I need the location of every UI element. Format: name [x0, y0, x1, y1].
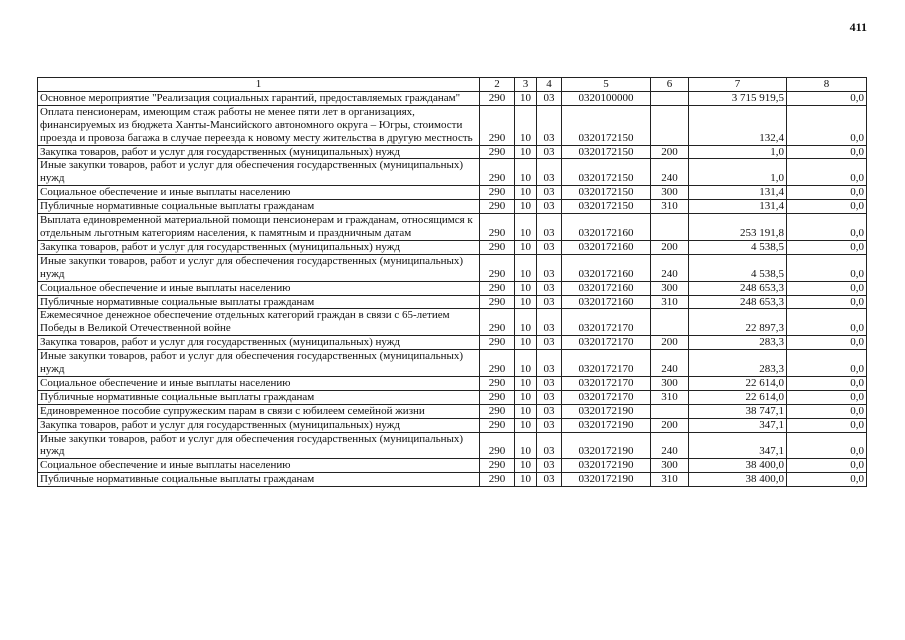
item-name-cell: Закупка товаров, работ и услуг для государственных (муниципальных) нужд	[38, 145, 480, 159]
expense-type-code-cell: 310	[651, 200, 689, 214]
header-col-7: 7	[689, 78, 787, 92]
item-name-cell: Публичные нормативные социальные выплаты гражданам	[38, 473, 480, 487]
admin-code-cell: 290	[480, 336, 515, 350]
header-col-2: 2	[480, 78, 515, 92]
section-code-cell: 10	[515, 281, 537, 295]
amount-extra-cell: 0,0	[787, 432, 867, 459]
section-code-cell: 10	[515, 376, 537, 390]
subsection-code-cell: 03	[537, 200, 562, 214]
header-col-1: 1	[38, 78, 480, 92]
expense-type-code-cell: 240	[651, 159, 689, 186]
admin-code-cell: 290	[480, 145, 515, 159]
target-article-code-cell: 0320172190	[562, 432, 651, 459]
item-name-cell: Выплата единовременной материальной помощи пенсионерам и гражданам, относящимся к отдельным льготным категориям населения, к памятным и праздничным датам	[38, 214, 480, 241]
target-article-code-cell: 0320172190	[562, 459, 651, 473]
amount-extra-cell: 0,0	[787, 390, 867, 404]
target-article-code-cell: 0320172160	[562, 240, 651, 254]
amount-extra-cell: 0,0	[787, 159, 867, 186]
target-article-code-cell: 0320172160	[562, 281, 651, 295]
table-row	[38, 390, 867, 404]
amount-cell: 22 897,3	[689, 309, 787, 336]
section-code-cell: 10	[515, 309, 537, 336]
table-row	[38, 105, 867, 145]
section-code-cell: 10	[515, 459, 537, 473]
table-row	[38, 214, 867, 241]
expense-type-code-cell	[651, 214, 689, 241]
expense-type-code-cell	[651, 105, 689, 145]
target-article-code-cell: 0320172150	[562, 105, 651, 145]
amount-extra-cell: 0,0	[787, 295, 867, 309]
header-col-8: 8	[787, 78, 867, 92]
section-code-cell: 10	[515, 145, 537, 159]
item-name-cell: Социальное обеспечение и иные выплаты населению	[38, 459, 480, 473]
table-row	[38, 376, 867, 390]
amount-extra-cell: 0,0	[787, 473, 867, 487]
amount-cell: 283,3	[689, 350, 787, 377]
expense-type-code-cell: 300	[651, 376, 689, 390]
subsection-code-cell: 03	[537, 390, 562, 404]
target-article-code-cell: 0320172190	[562, 404, 651, 418]
section-code-cell: 10	[515, 159, 537, 186]
section-code-cell: 10	[515, 254, 537, 281]
amount-cell: 248 653,3	[689, 281, 787, 295]
table-body	[38, 91, 867, 486]
amount-cell: 1,0	[689, 145, 787, 159]
section-code-cell: 10	[515, 295, 537, 309]
amount-extra-cell: 0,0	[787, 254, 867, 281]
target-article-code-cell: 0320172150	[562, 145, 651, 159]
section-code-cell: 10	[515, 404, 537, 418]
item-name-cell: Закупка товаров, работ и услуг для государственных (муниципальных) нужд	[38, 240, 480, 254]
amount-extra-cell: 0,0	[787, 240, 867, 254]
table-row	[38, 240, 867, 254]
item-name-cell: Оплата пенсионерам, имеющим стаж работы не менее пяти лет в организациях, финансируемых из бюджета Ханты-Мансийского автономного округа – Югры, стоимости проезда и провоза багажа в случае переезда к новому месту жительства в другую местность	[38, 105, 480, 145]
amount-cell: 283,3	[689, 336, 787, 350]
item-name-cell: Публичные нормативные социальные выплаты гражданам	[38, 390, 480, 404]
subsection-code-cell: 03	[537, 350, 562, 377]
amount-extra-cell: 0,0	[787, 214, 867, 241]
item-name-cell: Социальное обеспечение и иные выплаты населению	[38, 376, 480, 390]
amount-cell: 253 191,8	[689, 214, 787, 241]
table-row	[38, 145, 867, 159]
amount-cell: 38 747,1	[689, 404, 787, 418]
subsection-code-cell: 03	[537, 214, 562, 241]
section-code-cell: 10	[515, 432, 537, 459]
amount-extra-cell: 0,0	[787, 281, 867, 295]
subsection-code-cell: 03	[537, 105, 562, 145]
amount-extra-cell: 0,0	[787, 200, 867, 214]
amount-extra-cell: 0,0	[787, 105, 867, 145]
item-name-cell: Публичные нормативные социальные выплаты гражданам	[38, 295, 480, 309]
section-code-cell: 10	[515, 91, 537, 105]
admin-code-cell: 290	[480, 295, 515, 309]
table-row	[38, 418, 867, 432]
header-col-3: 3	[515, 78, 537, 92]
target-article-code-cell: 0320172150	[562, 186, 651, 200]
expense-type-code-cell	[651, 309, 689, 336]
amount-extra-cell: 0,0	[787, 145, 867, 159]
amount-extra-cell: 0,0	[787, 336, 867, 350]
subsection-code-cell: 03	[537, 309, 562, 336]
table-row	[38, 336, 867, 350]
table-row	[38, 473, 867, 487]
amount-cell: 347,1	[689, 418, 787, 432]
admin-code-cell: 290	[480, 376, 515, 390]
header-col-6: 6	[651, 78, 689, 92]
admin-code-cell: 290	[480, 186, 515, 200]
admin-code-cell: 290	[480, 459, 515, 473]
admin-code-cell: 290	[480, 200, 515, 214]
item-name-cell: Ежемесячное денежное обеспечение отдельных категорий граждан в связи с 65-летием Победы в Великой Отечественной войне	[38, 309, 480, 336]
table-header-row	[38, 78, 867, 92]
amount-extra-cell: 0,0	[787, 459, 867, 473]
subsection-code-cell: 03	[537, 281, 562, 295]
table-row	[38, 350, 867, 377]
table-row	[38, 281, 867, 295]
admin-code-cell: 290	[480, 309, 515, 336]
item-name-cell: Основное мероприятие "Реализация социальных гарантий, предоставляемых гражданам"	[38, 91, 480, 105]
target-article-code-cell: 0320172170	[562, 309, 651, 336]
item-name-cell: Иные закупки товаров, работ и услуг для обеспечения государственных (муниципальных) нужд	[38, 159, 480, 186]
target-article-code-cell: 0320172170	[562, 350, 651, 377]
subsection-code-cell: 03	[537, 240, 562, 254]
amount-cell: 22 614,0	[689, 376, 787, 390]
amount-cell: 4 538,5	[689, 254, 787, 281]
amount-cell: 248 653,3	[689, 295, 787, 309]
expense-type-code-cell: 240	[651, 432, 689, 459]
target-article-code-cell: 0320172190	[562, 473, 651, 487]
admin-code-cell: 290	[480, 91, 515, 105]
item-name-cell: Иные закупки товаров, работ и услуг для обеспечения государственных (муниципальных) нужд	[38, 432, 480, 459]
expense-type-code-cell	[651, 404, 689, 418]
section-code-cell: 10	[515, 473, 537, 487]
expense-type-code-cell: 310	[651, 295, 689, 309]
expense-type-code-cell: 200	[651, 145, 689, 159]
admin-code-cell: 290	[480, 473, 515, 487]
amount-extra-cell: 0,0	[787, 376, 867, 390]
subsection-code-cell: 03	[537, 295, 562, 309]
subsection-code-cell: 03	[537, 418, 562, 432]
item-name-cell: Социальное обеспечение и иные выплаты населению	[38, 186, 480, 200]
amount-cell: 131,4	[689, 186, 787, 200]
subsection-code-cell: 03	[537, 145, 562, 159]
expense-type-code-cell: 300	[651, 186, 689, 200]
target-article-code-cell: 0320172170	[562, 336, 651, 350]
target-article-code-cell: 0320172150	[562, 159, 651, 186]
table-row	[38, 91, 867, 105]
admin-code-cell: 290	[480, 240, 515, 254]
admin-code-cell: 290	[480, 432, 515, 459]
table-row	[38, 200, 867, 214]
page-number: 411	[849, 20, 867, 34]
admin-code-cell: 290	[480, 105, 515, 145]
amount-extra-cell: 0,0	[787, 404, 867, 418]
subsection-code-cell: 03	[537, 404, 562, 418]
section-code-cell: 10	[515, 350, 537, 377]
subsection-code-cell: 03	[537, 459, 562, 473]
budget-table	[37, 77, 867, 487]
amount-cell: 3 715 919,5	[689, 91, 787, 105]
expense-type-code-cell	[651, 91, 689, 105]
table-row	[38, 254, 867, 281]
amount-cell: 347,1	[689, 432, 787, 459]
section-code-cell: 10	[515, 418, 537, 432]
subsection-code-cell: 03	[537, 186, 562, 200]
target-article-code-cell: 0320172150	[562, 200, 651, 214]
section-code-cell: 10	[515, 336, 537, 350]
header-col-5: 5	[562, 78, 651, 92]
section-code-cell: 10	[515, 105, 537, 145]
target-article-code-cell: 0320172170	[562, 376, 651, 390]
item-name-cell: Иные закупки товаров, работ и услуг для обеспечения государственных (муниципальных) нужд	[38, 254, 480, 281]
amount-cell: 38 400,0	[689, 459, 787, 473]
amount-extra-cell: 0,0	[787, 418, 867, 432]
section-code-cell: 10	[515, 186, 537, 200]
target-article-code-cell: 0320172170	[562, 390, 651, 404]
table-row	[38, 404, 867, 418]
expense-type-code-cell: 240	[651, 350, 689, 377]
expense-type-code-cell: 200	[651, 240, 689, 254]
expense-type-code-cell: 310	[651, 473, 689, 487]
admin-code-cell: 290	[480, 390, 515, 404]
amount-cell: 22 614,0	[689, 390, 787, 404]
admin-code-cell: 290	[480, 254, 515, 281]
target-article-code-cell: 0320172160	[562, 254, 651, 281]
amount-extra-cell: 0,0	[787, 186, 867, 200]
item-name-cell: Иные закупки товаров, работ и услуг для обеспечения государственных (муниципальных) нужд	[38, 350, 480, 377]
expense-type-code-cell: 240	[651, 254, 689, 281]
amount-extra-cell: 0,0	[787, 350, 867, 377]
item-name-cell: Публичные нормативные социальные выплаты гражданам	[38, 200, 480, 214]
item-name-cell: Социальное обеспечение и иные выплаты населению	[38, 281, 480, 295]
section-code-cell: 10	[515, 200, 537, 214]
table-row	[38, 159, 867, 186]
admin-code-cell: 290	[480, 418, 515, 432]
amount-cell: 38 400,0	[689, 473, 787, 487]
amount-cell: 1,0	[689, 159, 787, 186]
admin-code-cell: 290	[480, 214, 515, 241]
subsection-code-cell: 03	[537, 432, 562, 459]
header-col-4: 4	[537, 78, 562, 92]
admin-code-cell: 290	[480, 350, 515, 377]
section-code-cell: 10	[515, 390, 537, 404]
table-row	[38, 186, 867, 200]
amount-cell: 4 538,5	[689, 240, 787, 254]
expense-type-code-cell: 200	[651, 336, 689, 350]
table-row	[38, 309, 867, 336]
subsection-code-cell: 03	[537, 473, 562, 487]
section-code-cell: 10	[515, 240, 537, 254]
amount-extra-cell: 0,0	[787, 91, 867, 105]
subsection-code-cell: 03	[537, 159, 562, 186]
table-row	[38, 295, 867, 309]
target-article-code-cell: 0320172160	[562, 295, 651, 309]
table-row	[38, 432, 867, 459]
subsection-code-cell: 03	[537, 376, 562, 390]
expense-type-code-cell: 300	[651, 281, 689, 295]
item-name-cell: Закупка товаров, работ и услуг для государственных (муниципальных) нужд	[38, 336, 480, 350]
admin-code-cell: 290	[480, 404, 515, 418]
subsection-code-cell: 03	[537, 91, 562, 105]
expense-type-code-cell: 300	[651, 459, 689, 473]
table-row	[38, 459, 867, 473]
admin-code-cell: 290	[480, 281, 515, 295]
target-article-code-cell: 0320172160	[562, 214, 651, 241]
amount-cell: 132,4	[689, 105, 787, 145]
section-code-cell: 10	[515, 214, 537, 241]
amount-cell: 131,4	[689, 200, 787, 214]
amount-extra-cell: 0,0	[787, 309, 867, 336]
item-name-cell: Единовременное пособие супружеским парам в связи с юбилеем семейной жизни	[38, 404, 480, 418]
item-name-cell: Закупка товаров, работ и услуг для государственных (муниципальных) нужд	[38, 418, 480, 432]
subsection-code-cell: 03	[537, 336, 562, 350]
admin-code-cell: 290	[480, 159, 515, 186]
target-article-code-cell: 0320100000	[562, 91, 651, 105]
expense-type-code-cell: 310	[651, 390, 689, 404]
target-article-code-cell: 0320172190	[562, 418, 651, 432]
expense-type-code-cell: 200	[651, 418, 689, 432]
subsection-code-cell: 03	[537, 254, 562, 281]
